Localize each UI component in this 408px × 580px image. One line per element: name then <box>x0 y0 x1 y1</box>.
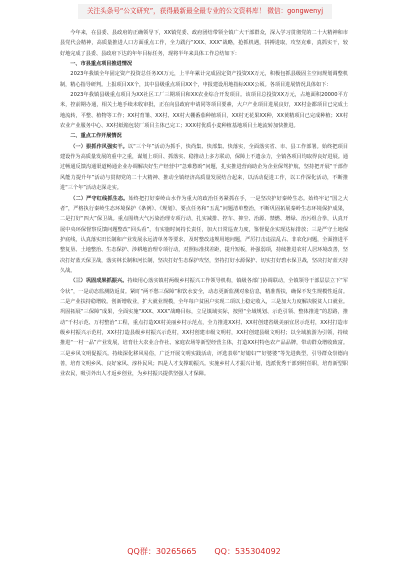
document-body <box>60 28 348 536</box>
subsection-2-3-body: 持续用心落实镇村两级乡村振兴工作领导机构，镇级各部门协调联动，全镇领导干部层层立下“军令状”，一是动态监测防返贫。紧盯“两不愁三保障”和饮水安全，动态更新监测对象信息，精准帮扶，确保不发生规模性返贫。二是产业扶持稳增收。创新增收业，扩大就业规模，全年每户贫困户实现二项以上稳定收入，三是加大力度解决脱贫人口就业。巩固拓展“三保障”成果，全面实施“XXX、XXX”战略目标，立足镇域实际，按照“全域规划、示范引领、整体推进”的思路，推动“千村示范、万村整治”工程，重点打造XX村美丽乡村示范点，全力推进XX村、XX村创建省级美丽宜居示范村，XX村打造市级乡村振兴示范村，XX村打造县级乡村振兴示范村，XX村创建市级文明村，XX村创建县级文明村；以全域旅游为引领，持续推进“一村一品”产业发展，培育壮大农业合作社、家庭农场等新型经营主体，打造XX村特色农产品品牌，带动群众增收致富。三是乡风文明促振兴。持续深化移风易俗，广泛开展文明实践活动，评选表彰“好媳妇”“好婆婆”等先进典型，引导群众崇德向善，培育文明乡风、良好家风、淳朴民风；四是人才支撑助振兴。实施乡村人才振兴计划，选派优秀干部到村任职，培育新型职业农民，吸引外出人才返乡创业，为乡村振兴提供坚强人才保障。 <box>60 278 348 378</box>
footer-qq-group: QQ群：30265665 <box>127 547 197 556</box>
section-heading-2: 二、重点工作开展情况 <box>70 133 122 140</box>
subsection-2-2-title: （二）严守红线抓生态。 <box>70 195 129 202</box>
section-1-paragraph-2: 2023年我镇县级重点项目为XX社区工厂三期项目和XX农业综合开发项目。该项目总投资XX万元，占地面积20000平方米，控前期办通，相关土地手续未收审批，正在向县政府申请同等项目要素，大户产业项目进展良好，XX村金都项目已完成土地流转，平整、植物等工作；XX村育雏、XX村、XX村大棚番茄种植项目，XX村无花果XX种，XX黄精项目已完成种植；XX村农业产业服务中心、XX村纸箱包装厂项目主体已完工；XXX村优质小麦种植基地项目土地流转加快推进。 <box>60 92 348 130</box>
subsection-2-3 <box>60 276 348 379</box>
intro-paragraph: 今年来，在县委、县政府的正确领导下，XX镇党委、政府团结带领全镇广大干部群众，深入学习贯彻党的二十大精神和市县党代会精神，高质量推进人口方面重点工作，全力践行“XXX、XXX”战略，抢抓机遇，拼搏进取，攻坚克难，真抓实干，较好地完成了县委、县政府下达的年年目标任务，现将半年来具体工作总结如下： <box>60 30 348 57</box>
subsection-2-1-title: （一）狠抓作风强实干。 <box>70 143 128 150</box>
section-heading-1: 一、市县重点项目推进情况 <box>70 61 132 68</box>
subsection-2-3-title: （三）巩固成果抓振兴。 <box>70 278 128 285</box>
promo-banner: 关注头条号“公文研究”，获得最新最全最专业的公文资料库！ 微信：gongwenyj <box>78 4 332 19</box>
contact-footer <box>0 546 408 558</box>
subsection-2-1-body: 以“三个年”活动为抓手，快尚集、快部集、快落实，全面落实省、市、县工作部署。始终把项目建设作为高质量发展的重中之重，谋划上项目、抓落实、稳推动上多方联动，保障上不遗余力，全镇各项目均取得良好进展。通过畅通反馈沟通渠道畅通企业办调解决好生产经营中“急难愁盼”问题，扎实推进营商助企为企业保驾护航，坚持把开展“干部作风能力提升年”活动与贯彻党的二十大精神、推动全镇经济高质量发展结合起来，以活动促进工作，以工作深化活动，不断推进“三个年”活动走深走实。 <box>60 143 348 192</box>
subsection-2-2 <box>60 194 348 277</box>
section-1-paragraph-1: 2023年我镇全年固定资产投资总任务XX万元，上半年累计完成固定资产投资XX万元，积极包抓县级固主空间规划调整机制，精心指导研判。上报项目XX个，其中县级重点项目XX个，申报建设用地指标XXX公顷。各项目进展情况具体如下： <box>60 71 348 88</box>
subsection-2-1 <box>60 142 348 194</box>
footer-qq: QQ：535304092 <box>214 547 281 556</box>
subsection-2-2-body: 始终把打好秦岭山水作为重大的政治任务紧抓在手，一是坚决护好秦岭生态。始终牢记“国之大者”，严格执行秦岭生态环境保护《条例》、《规划》、要点任务和“五乱”问题清单整治，不断巩固拓展秦岭生态环境保护成果，二是打好“四大”保卫战。重点围绕大气污染治理专项行动，扎实减排、控车、抑尘、治源、禁燃、增绿、治污组合拳，认真开展中央环保督察反馈问题整改“回头看”，有实施时间持长责任，加大日常巡查力度，鉴督促企实现达标排放；三是严守土地保护底线，认真落实田长制和产业发展永远清单务等要求，及时整改违规用地问题，严厉打击违法乱占、非农化问题，全面推进平整复垦、土地整治、生态保护、涉耕地治理专项行动，对照标准找差距，提升短板，补强弱项，持续推进农村人居环境改善，坚决打好蓝天保卫战，落实林长制和河长制，坚决打好生态保护攻坚，坚持打好水源保护、切实打好碧水保卫战，坚决打好蓝天持久战。 <box>60 195 348 274</box>
